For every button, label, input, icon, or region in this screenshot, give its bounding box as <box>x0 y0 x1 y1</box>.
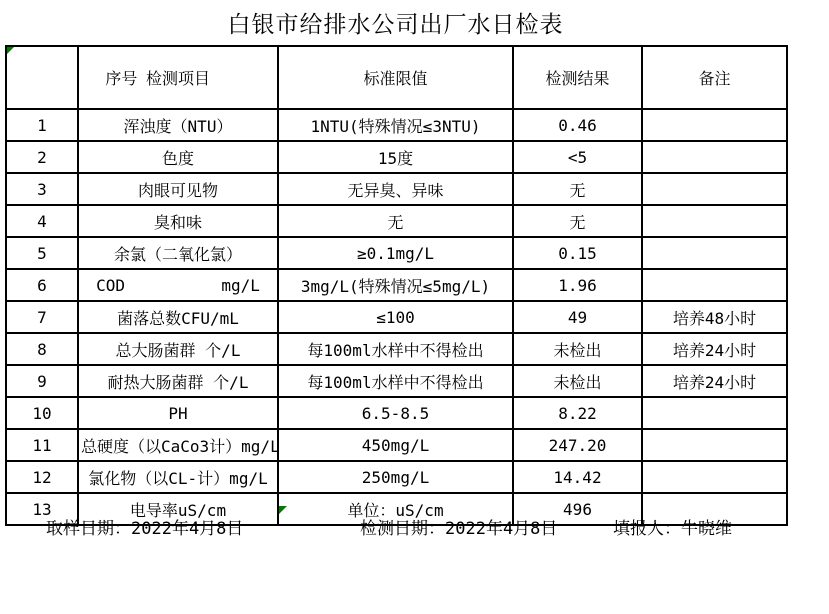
cell-item: COD mg/L <box>78 269 278 301</box>
cell-item: 总大肠菌群 个/L <box>78 333 278 365</box>
table-row <box>6 429 787 461</box>
header-row <box>6 46 787 109</box>
cell-no: 6 <box>6 269 78 301</box>
cell-remark <box>642 205 787 237</box>
page-title: 白银市给排水公司出厂水日检表 <box>227 12 564 38</box>
inspection-table <box>5 45 788 526</box>
table-row <box>6 109 787 141</box>
cell-no: 3 <box>6 173 78 205</box>
cell-limit: 每100ml水样中不得检出 <box>278 333 513 365</box>
cell-no: 8 <box>6 333 78 365</box>
cell-no: 12 <box>6 461 78 493</box>
cell-result: 0.15 <box>513 237 642 269</box>
table-body <box>6 109 787 525</box>
cell-item: 氯化物（以CL-计）mg/L <box>78 461 278 493</box>
cell-result: 8.22 <box>513 397 642 429</box>
cell-item: 肉眼可见物 <box>78 173 278 205</box>
sampling-date: 取样日期：2022年4月8日 <box>46 519 244 539</box>
cell-item: 菌落总数CFU/mL <box>78 301 278 333</box>
table-row <box>6 269 787 301</box>
cell-no: 2 <box>6 141 78 173</box>
cell-limit: 250mg/L <box>278 461 513 493</box>
col-header-no-label: 序号 <box>105 69 138 88</box>
col-header-item: 检测项目 <box>78 46 278 109</box>
cell-result: 无 <box>513 173 642 205</box>
cell-limit: 6.5-8.5 <box>278 397 513 429</box>
cell-item: 余氯（二氧化氯） <box>78 237 278 269</box>
excel-corner-marker-icon <box>7 47 14 54</box>
cell-remark <box>642 269 787 301</box>
cell-remark: 培养24小时 <box>642 333 787 365</box>
cell-remark <box>642 237 787 269</box>
table-row <box>6 365 787 397</box>
cell-limit: 15度 <box>278 141 513 173</box>
table-row <box>6 173 787 205</box>
cell-limit: ≤100 <box>278 301 513 333</box>
cell-limit: 3mg/L(特殊情况≤5mg/L) <box>278 269 513 301</box>
cell-remark <box>642 141 787 173</box>
cell-remark <box>642 173 787 205</box>
cell-limit: 单位：uS/cm <box>278 493 513 525</box>
cell-result: 无 <box>513 205 642 237</box>
table-row <box>6 461 787 493</box>
col-header-limit: 标准限值 <box>278 46 513 109</box>
reporter-name: 填报人：牛晓维 <box>613 519 732 539</box>
cell-result: 0.46 <box>513 109 642 141</box>
cell-item: 总硬度（以CaCo3计）mg/L <box>78 429 278 461</box>
table-row <box>6 205 787 237</box>
cell-no: 5 <box>6 237 78 269</box>
cell-result: <5 <box>513 141 642 173</box>
testing-date: 检测日期：2022年4月8日 <box>360 519 558 539</box>
cell-result: 247.20 <box>513 429 642 461</box>
cell-item: 耐热大肠菌群 个/L <box>78 365 278 397</box>
col-header-no <box>6 46 138 109</box>
cell-limit: 无 <box>278 205 513 237</box>
cell-result: 1.96 <box>513 269 642 301</box>
cell-no: 7 <box>6 301 78 333</box>
cell-result: 14.42 <box>513 461 642 493</box>
cell-remark <box>642 397 787 429</box>
cell-item: PH <box>78 397 278 429</box>
cell-no: 4 <box>6 205 78 237</box>
cell-item: 臭和味 <box>78 205 278 237</box>
cell-remark: 培养48小时 <box>642 301 787 333</box>
cell-limit: 1NTU(特殊情况≤3NTU) <box>278 109 513 141</box>
cell-limit: 无异臭、异味 <box>278 173 513 205</box>
col-header-result: 检测结果 <box>513 46 642 109</box>
table-row <box>6 333 787 365</box>
footer <box>0 514 829 538</box>
cell-remark <box>642 429 787 461</box>
cell-item: 浑浊度（NTU） <box>78 109 278 141</box>
cell-result: 未检出 <box>513 365 642 397</box>
cell-no: 11 <box>6 429 78 461</box>
cell-no: 1 <box>6 109 78 141</box>
cell-limit: 450mg/L <box>278 429 513 461</box>
cell-item: 色度 <box>78 141 278 173</box>
cell-remark <box>642 109 787 141</box>
cell-result: 未检出 <box>513 333 642 365</box>
table-row <box>6 301 787 333</box>
cell-no: 9 <box>6 365 78 397</box>
below-table-marker-icon <box>279 506 287 514</box>
cell-no: 10 <box>6 397 78 429</box>
table-row <box>6 141 787 173</box>
cell-result: 49 <box>513 301 642 333</box>
table-row <box>6 397 787 429</box>
cell-no: 13 <box>6 493 78 525</box>
cell-remark: 培养24小时 <box>642 365 787 397</box>
cell-result: 496 <box>513 493 642 525</box>
cell-limit: ≥0.1mg/L <box>278 237 513 269</box>
cell-item: 电导率uS/cm <box>78 493 278 525</box>
cell-limit: 每100ml水样中不得检出 <box>278 365 513 397</box>
cell-remark <box>642 461 787 493</box>
table-row <box>6 237 787 269</box>
col-header-remark: 备注 <box>642 46 787 109</box>
